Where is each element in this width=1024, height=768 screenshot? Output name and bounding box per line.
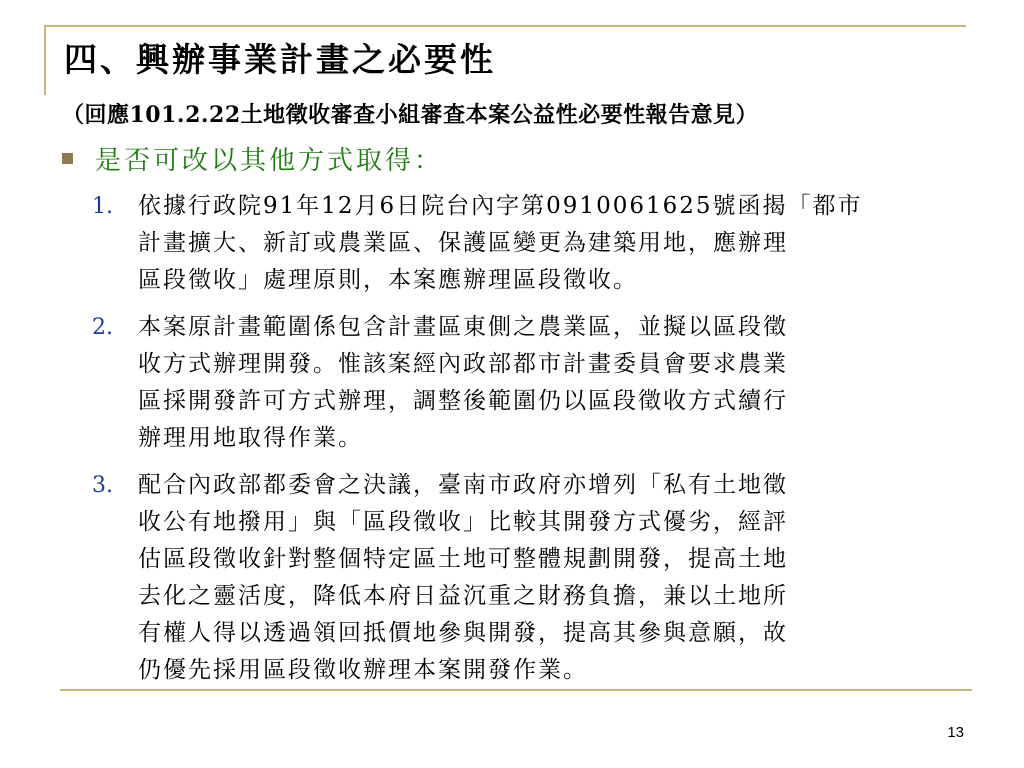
text-line: 去化之靈活度，降低本府日益沉重之財務負擔，兼以土地所 [138,583,788,609]
bullet-heading-text: 是否可改以其他方式取得： [95,146,444,176]
text-line: 本案原計畫範圍係包含計畫區東側之農業區，並擬以區段徵 [138,314,788,340]
list-item-text [138,467,982,689]
text-line: 計畫擴大、新訂或農業區、保護區變更為建築用地，應辦理 [138,230,788,256]
text-line: 配合內政部都委會之決議，臺南市政府亦增列「私有土地徵 [138,472,788,498]
numbered-list [92,188,982,699]
text-line: 估區段徵收針對整個特定區土地可整體規劃開發，提高土地 [138,546,788,572]
text-line: 仍優先採用區段徵收辦理本案開發作業。 [138,657,588,683]
list-item [92,467,982,689]
slide-title: 四、興辦事業計畫之必要性 [64,40,496,79]
text-line: 收公有地撥用」與「區段徵收」比較其開發方式優劣，經評 [138,509,788,535]
page-number: 13 [947,724,964,741]
list-item [92,188,982,299]
left-rule [44,25,46,95]
text-line: 區採開發許可方式辦理，調整後範圍仍以區段徵收方式續行 [138,388,788,414]
bullet-heading [62,140,443,177]
text-line: 有權人得以透過領回抵價地參與開發，提高其參與意願，故 [138,620,788,646]
list-item-number: 1. [92,194,113,219]
bottom-rule [60,689,972,691]
list-item-text [138,309,982,457]
text-line: 區段徵收」處理原則，本案應辦理區段徵收。 [138,267,638,293]
text-line: 收方式辦理開發。惟該案經內政部都市計畫委員會要求農業 [138,351,788,377]
list-item-text [138,188,982,299]
list-item-number: 2. [92,315,113,340]
slide-subtitle: （回應101.2.22土地徵收審查小組審查本案公益性必要性報告意見） [62,102,759,128]
text-line: 依據行政院91年12月6日院台內字第0910061625號函揭「都市 [138,193,863,219]
square-bullet-icon [62,153,73,164]
list-item-number: 3. [92,473,113,498]
list-item [92,309,982,457]
top-rule [44,25,966,27]
text-line: 辦理用地取得作業。 [138,425,363,451]
